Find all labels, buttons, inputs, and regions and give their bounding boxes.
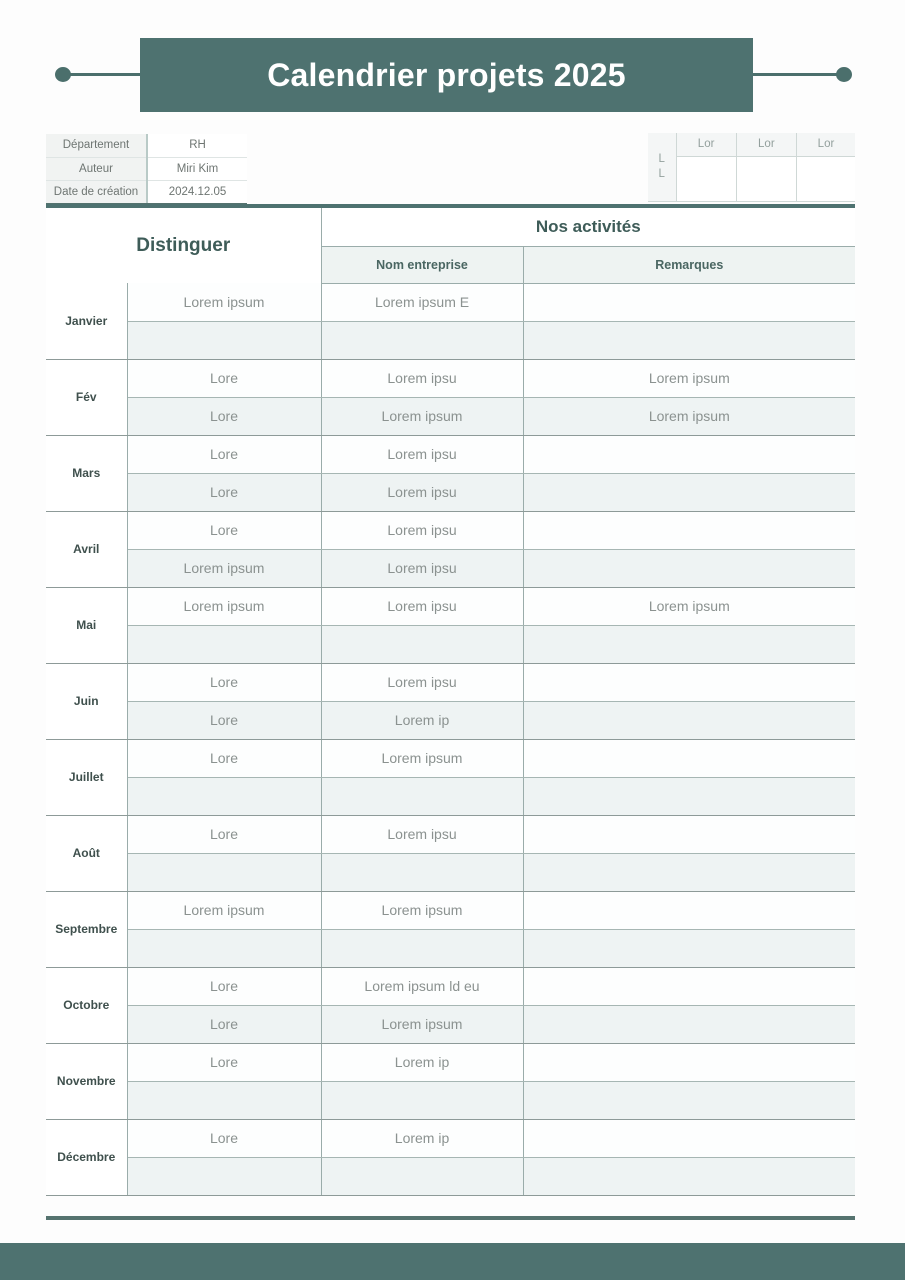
month-label-12: Décembre	[46, 1119, 127, 1195]
table-row	[46, 473, 855, 511]
cell-distinguer: Lore	[127, 1005, 321, 1043]
cell-remarques	[523, 549, 855, 587]
cell-distinguer	[127, 853, 321, 891]
cell-distinguer: Lore	[127, 739, 321, 777]
metadata-label-departement: Département	[46, 134, 147, 157]
month-label-3: Mars	[46, 435, 127, 511]
cell-distinguer: Lorem ipsum	[127, 549, 321, 587]
cell-nom	[321, 777, 523, 815]
month-label-7: Juillet	[46, 739, 127, 815]
table-row	[46, 1157, 855, 1195]
cell-nom: Lorem ipsum	[321, 1005, 523, 1043]
cell-nom: Lorem ip	[321, 1043, 523, 1081]
table-row	[46, 777, 855, 815]
column-header-distinguer: Distinguer	[46, 208, 321, 283]
mini-cell-3	[796, 156, 855, 201]
cell-distinguer	[127, 1157, 321, 1195]
mini-header-3: Lor	[796, 133, 855, 156]
table-row	[46, 511, 855, 549]
decorative-line-right	[752, 73, 844, 76]
table-row	[46, 180, 247, 203]
table-row	[46, 701, 855, 739]
cell-nom: Lorem ipsum	[321, 397, 523, 435]
table-row	[46, 891, 855, 929]
table-row	[46, 1081, 855, 1119]
cell-remarques	[523, 929, 855, 967]
cell-nom	[321, 853, 523, 891]
header-row-main	[46, 208, 855, 246]
calendar-table-body	[46, 283, 855, 1195]
table-row	[46, 157, 247, 180]
cell-remarques: Lorem ipsum	[523, 397, 855, 435]
cell-nom: Lorem ipsum	[321, 739, 523, 777]
cell-remarques	[523, 321, 855, 359]
cell-nom: Lorem ipsum E	[321, 283, 523, 321]
table-row	[46, 1043, 855, 1081]
cell-distinguer: Lorem ipsum	[127, 283, 321, 321]
cell-nom: Lorem ipsu	[321, 549, 523, 587]
cell-nom	[321, 321, 523, 359]
cell-remarques: Lorem ipsum	[523, 359, 855, 397]
table-row	[648, 133, 855, 156]
cell-remarques	[523, 853, 855, 891]
cell-distinguer: Lore	[127, 473, 321, 511]
mini-side-line-2: L	[658, 167, 665, 180]
table-row	[46, 397, 855, 435]
cell-nom: Lorem ip	[321, 1119, 523, 1157]
table-row	[46, 1119, 855, 1157]
cell-nom: Lorem ip	[321, 701, 523, 739]
month-label-6: Juin	[46, 663, 127, 739]
cell-nom: Lorem ipsu	[321, 663, 523, 701]
calendar-table	[46, 208, 855, 1196]
decorative-dot-left	[55, 67, 71, 82]
footer-band	[0, 1243, 905, 1280]
table-row	[46, 134, 247, 157]
mini-side-line-1: L	[658, 152, 665, 165]
cell-distinguer: Lorem ipsum	[127, 891, 321, 929]
table-row	[46, 283, 855, 321]
calendar-table-header	[46, 208, 855, 283]
cell-nom: Lorem ipsu	[321, 587, 523, 625]
cell-distinguer	[127, 1081, 321, 1119]
cell-remarques	[523, 777, 855, 815]
cell-distinguer: Lorem ipsum	[127, 587, 321, 625]
month-label-11: Novembre	[46, 1043, 127, 1119]
cell-distinguer: Lore	[127, 967, 321, 1005]
month-label-5: Mai	[46, 587, 127, 663]
cell-remarques	[523, 701, 855, 739]
cell-nom: Lorem ipsum	[321, 891, 523, 929]
table-row	[46, 929, 855, 967]
cell-nom	[321, 625, 523, 663]
cell-remarques: Lorem ipsum	[523, 587, 855, 625]
cell-distinguer	[127, 929, 321, 967]
main-table-bottom-rule	[46, 1216, 855, 1220]
month-label-10: Octobre	[46, 967, 127, 1043]
column-header-nom-entreprise: Nom entreprise	[321, 246, 523, 283]
cell-remarques	[523, 739, 855, 777]
cell-remarques	[523, 625, 855, 663]
cell-nom: Lorem ipsu	[321, 511, 523, 549]
page-title: Calendrier projets 2025	[267, 56, 626, 93]
mini-header-1: Lor	[676, 133, 736, 156]
mini-cell-2	[736, 156, 796, 201]
table-row	[46, 815, 855, 853]
metadata-value-departement: RH	[147, 134, 247, 157]
cell-remarques	[523, 1081, 855, 1119]
title-box	[140, 38, 753, 112]
cell-remarques	[523, 815, 855, 853]
mini-cell-1	[676, 156, 736, 201]
month-label-2: Fév	[46, 359, 127, 435]
cell-nom: Lorem ipsu	[321, 815, 523, 853]
cell-remarques	[523, 473, 855, 511]
cell-remarques	[523, 511, 855, 549]
cell-distinguer: Lore	[127, 1043, 321, 1081]
cell-remarques	[523, 967, 855, 1005]
cell-distinguer: Lore	[127, 359, 321, 397]
decorative-dot-right	[836, 67, 852, 82]
table-row	[46, 549, 855, 587]
table-row	[46, 625, 855, 663]
cell-nom	[321, 929, 523, 967]
metadata-value-date-creation: 2024.12.05	[147, 180, 247, 203]
month-label-4: Avril	[46, 511, 127, 587]
cell-distinguer: Lore	[127, 511, 321, 549]
cell-distinguer: Lore	[127, 435, 321, 473]
table-row	[46, 967, 855, 1005]
table-row	[46, 853, 855, 891]
metadata-value-auteur: Miri Kim	[147, 157, 247, 180]
column-header-activites: Nos activités	[321, 208, 855, 246]
cell-distinguer: Lore	[127, 701, 321, 739]
cell-distinguer	[127, 625, 321, 663]
cell-remarques	[523, 435, 855, 473]
cell-nom: Lorem ipsu	[321, 359, 523, 397]
table-row	[46, 663, 855, 701]
cell-nom: Lorem ipsu	[321, 473, 523, 511]
cell-distinguer: Lore	[127, 815, 321, 853]
cell-remarques	[523, 1119, 855, 1157]
cell-nom	[321, 1157, 523, 1195]
metadata-table-body	[46, 134, 247, 203]
table-row	[46, 435, 855, 473]
mini-header-2: Lor	[736, 133, 796, 156]
cell-remarques	[523, 1157, 855, 1195]
table-row	[648, 156, 855, 201]
cell-distinguer: Lore	[127, 663, 321, 701]
table-row	[46, 359, 855, 397]
metadata-table	[46, 134, 247, 203]
cell-distinguer: Lore	[127, 397, 321, 435]
mini-legend-body	[648, 133, 855, 201]
month-label-8: Août	[46, 815, 127, 891]
cell-remarques	[523, 283, 855, 321]
table-row	[46, 1005, 855, 1043]
cell-nom	[321, 1081, 523, 1119]
title-banner	[0, 0, 905, 118]
month-label-1: Janvier	[46, 283, 127, 359]
mini-legend-table	[648, 133, 855, 202]
cell-nom: Lorem ipsu	[321, 435, 523, 473]
cell-remarques	[523, 891, 855, 929]
cell-distinguer	[127, 321, 321, 359]
table-row	[46, 587, 855, 625]
mini-side-label	[648, 133, 676, 201]
cell-distinguer: Lore	[127, 1119, 321, 1157]
cell-remarques	[523, 1005, 855, 1043]
table-row	[46, 321, 855, 359]
cell-distinguer	[127, 777, 321, 815]
table-row	[46, 739, 855, 777]
metadata-label-auteur: Auteur	[46, 157, 147, 180]
column-header-remarques: Remarques	[523, 246, 855, 283]
cell-remarques	[523, 1043, 855, 1081]
cell-remarques	[523, 663, 855, 701]
month-label-9: Septembre	[46, 891, 127, 967]
metadata-label-date-creation: Date de création	[46, 180, 147, 203]
cell-nom: Lorem ipsum ld eu	[321, 967, 523, 1005]
